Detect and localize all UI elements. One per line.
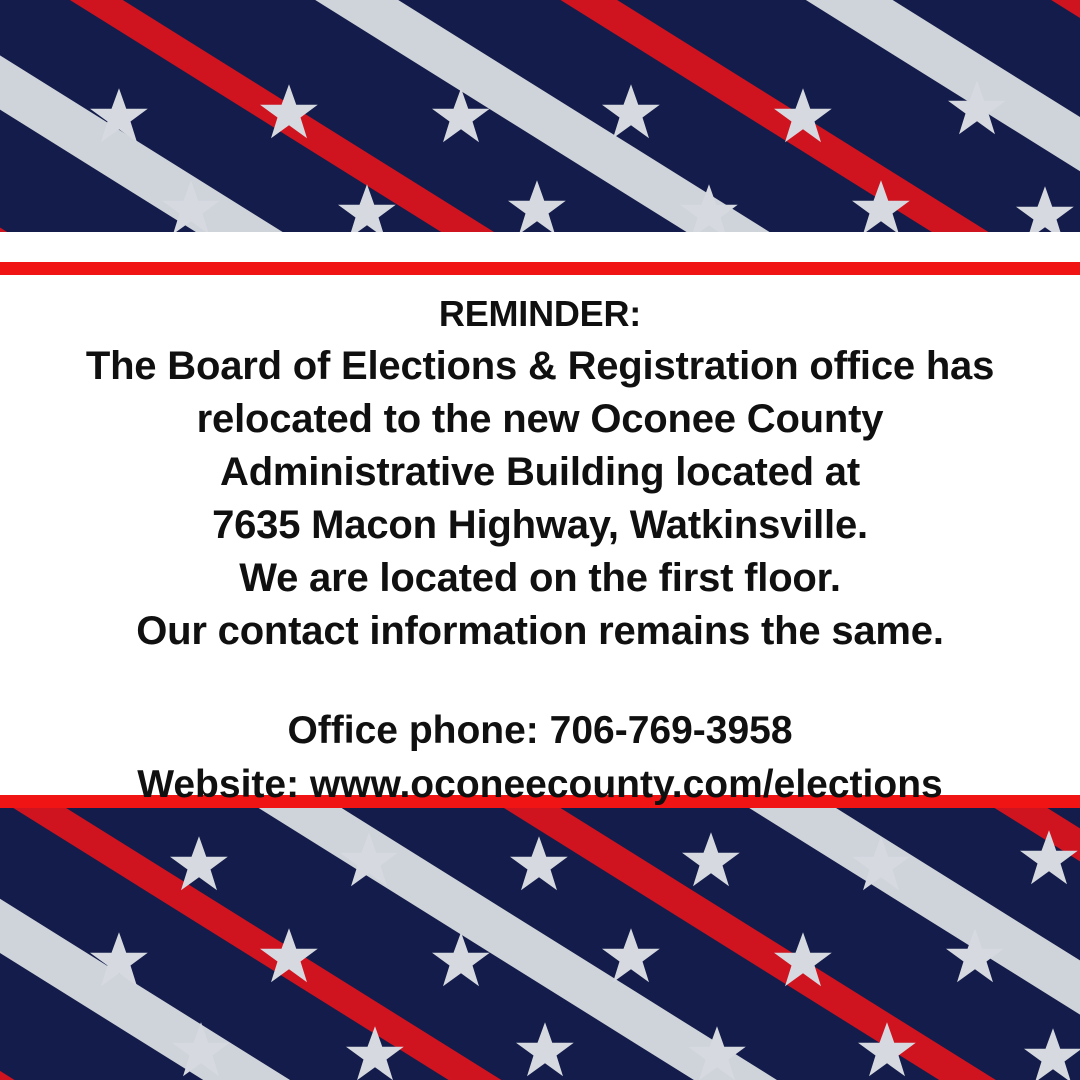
- star-icon: [772, 930, 834, 990]
- star-icon: [160, 178, 222, 232]
- star-icon: [850, 834, 912, 894]
- message-card: [0, 275, 1080, 806]
- star-icon: [88, 86, 150, 146]
- star-icon: [506, 178, 568, 232]
- message-line-5: We are located on the first floor.: [239, 556, 841, 600]
- star-icon: [168, 834, 230, 894]
- message-line-2: relocated to the new Oconee County: [196, 397, 884, 441]
- star-icon: [1022, 1026, 1080, 1080]
- star-icon: [946, 78, 1008, 138]
- website-line[interactable]: Website: www.oconeecounty.com/elections: [137, 763, 943, 806]
- star-icon: [600, 82, 662, 142]
- star-icon: [680, 830, 742, 890]
- star-icon: [944, 926, 1006, 986]
- message-line-1: The Board of Elections & Registration office has: [85, 344, 995, 388]
- message-line-6: Our contact information remains the same.: [136, 609, 944, 653]
- office-phone-line: Office phone: 706-769-3958: [287, 709, 793, 752]
- star-icon: [258, 926, 320, 986]
- star-icon: [772, 86, 834, 146]
- star-icon: [856, 1020, 918, 1080]
- reminder-headline: REMINDER:: [438, 293, 642, 334]
- message-line-4: 7635 Macon Highway, Watkinsville.: [212, 503, 868, 547]
- star-icon: [430, 930, 492, 990]
- star-field-top: [0, 0, 1080, 232]
- star-icon: [338, 830, 400, 890]
- star-icon: [336, 182, 398, 232]
- star-icon: [1018, 828, 1080, 888]
- star-icon: [258, 82, 320, 142]
- star-icon: [170, 1020, 232, 1080]
- star-icon: [686, 1024, 748, 1080]
- star-icon: [1014, 184, 1076, 232]
- star-icon: [344, 1024, 406, 1080]
- star-icon: [430, 86, 492, 146]
- stars-and-stripes-top-band: [0, 0, 1080, 232]
- message-line-3: Administrative Building located at: [220, 450, 860, 494]
- stars-and-stripes-bottom-band: [0, 808, 1080, 1080]
- star-icon: [88, 930, 150, 990]
- contact-block: [137, 704, 942, 812]
- star-icon: [678, 182, 740, 232]
- star-icon: [514, 1020, 576, 1080]
- star-icon: [600, 926, 662, 986]
- divider-rule-top: [0, 262, 1080, 275]
- star-icon: [508, 834, 570, 894]
- star-icon: [850, 178, 912, 232]
- star-field-bottom: [0, 808, 1080, 1080]
